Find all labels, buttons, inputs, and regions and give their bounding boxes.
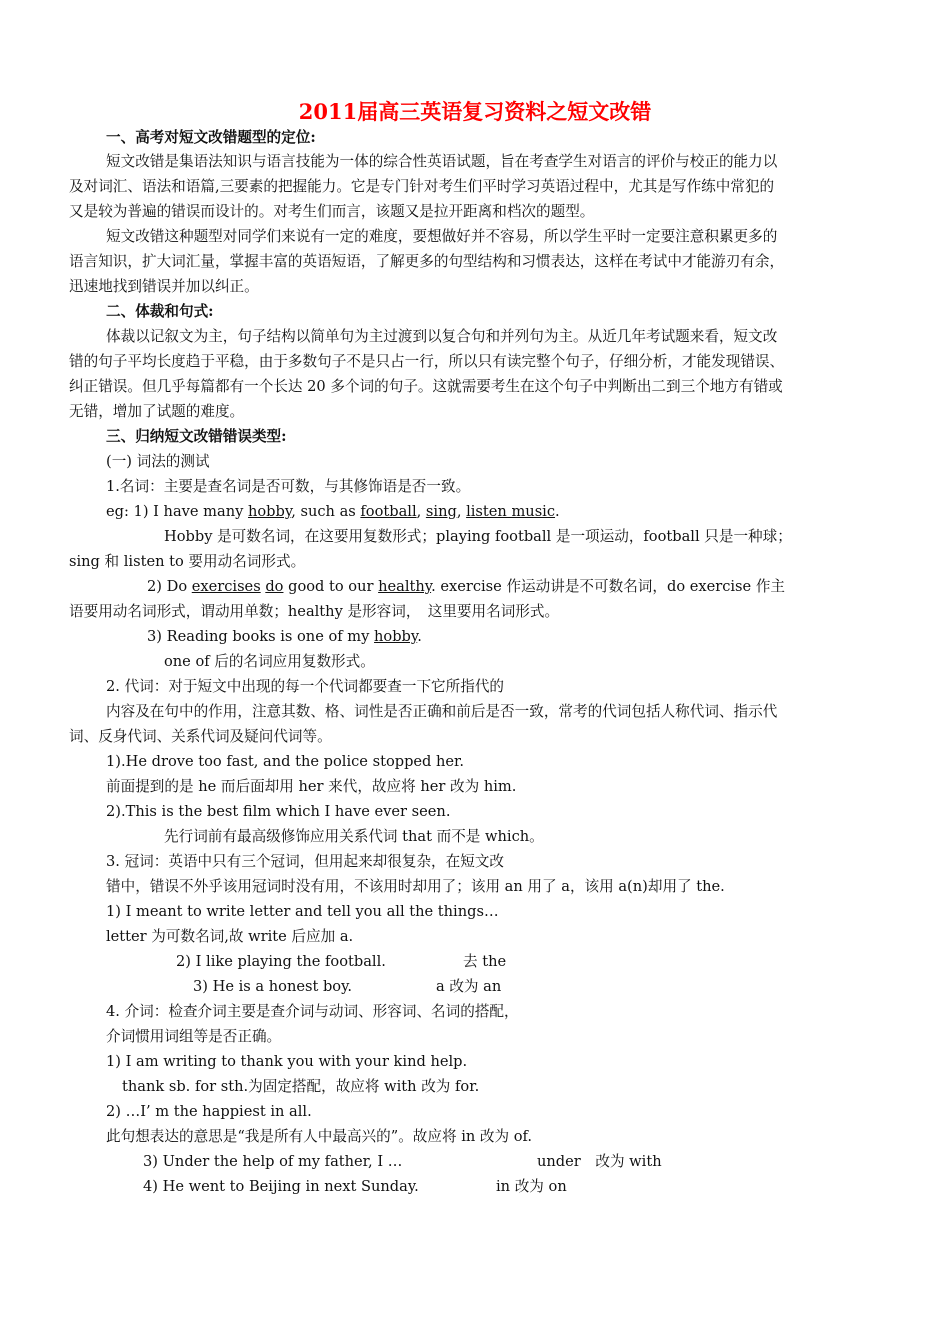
s1-p2-line-3: 迅速地找到错误并加以纠正。 xyxy=(69,278,259,295)
text: 2) Do xyxy=(147,578,192,595)
preposition-example-2-note: 此句想表达的意思是“我是所有人中最高兴的”。故应将 in 改为 of. xyxy=(106,1128,533,1145)
noun-example-1-note-1: Hobby 是可数名词，在这要用复数形式；playing football 是一项运动，football 只是一种球； xyxy=(164,528,792,545)
underlined-error: listen music xyxy=(466,503,556,520)
article-line-2: 错中，错误不外乎该用冠词时没有用，不该用时却用了；该用 an 用了 a，该用 a(n)却用了 the. xyxy=(106,878,725,895)
article-example-3: 3) He is a honest boy. xyxy=(193,978,353,995)
underlined-error: hobby xyxy=(248,503,292,520)
s2-p1-line-3: 纠正错误。但几乎每篇都有一个长达 20 多个词的句子。这就需要考生在这个句子中判断出二到三个地方有错或 xyxy=(69,378,783,395)
s1-p1-line-1: 短文改错是集语法知识与语言技能为一体的综合性英语试题，旨在考查学生对语言的评价与校正的能力以 xyxy=(106,153,778,170)
text: . xyxy=(417,628,422,645)
s2-p1-line-1: 体裁以记叙文为主，句子结构以简单句为主过渡到以复合句和并列句为主。从近几年考试题来看，短文改 xyxy=(106,328,778,345)
s1-p1-line-2: 及对词汇、语法和语篇,三要素的把握能力。它是专门针对考生们平时学习英语过程中，尤其是写作练中常犯的 xyxy=(69,178,775,195)
text: , xyxy=(416,503,426,520)
pronoun-example-1-note: 前面提到的是 he 而后面却用 her 来代，故应将 her 改为 him. xyxy=(106,778,517,795)
article-example-1: 1) I meant to write letter and tell you all the things… xyxy=(106,903,499,920)
subsection-1-heading: (一) 词法的测试 xyxy=(106,453,210,470)
noun-example-3 xyxy=(147,627,422,647)
underlined-error: hobby xyxy=(374,628,418,645)
s1-p2-line-1: 短文改错这种题型对同学们来说有一定的难度，要想做好并不容易，所以学生平时一定要注意积累更多的 xyxy=(106,228,778,245)
text: . exercise 作运动讲是不可数名词，do exercise 作主 xyxy=(431,578,786,595)
noun-example-2 xyxy=(147,577,785,597)
article-example-3-fix: a 改为 an xyxy=(436,978,502,995)
pronoun-heading: 2. 代词：对于短文中出现的每一个代词都要查一下它所指代的 xyxy=(106,678,505,695)
noun-example-1-note-2: sing 和 listen to 要用动名词形式。 xyxy=(69,553,306,570)
preposition-line-2: 介词惯用词组等是否正确。 xyxy=(106,1028,282,1045)
preposition-example-4-fix: in 改为 on xyxy=(496,1178,567,1195)
underlined-error: sing xyxy=(425,503,457,520)
text: . xyxy=(555,503,560,520)
s2-p1-line-2: 错的句子平均长度趋于平稳，由于多数句子不是只占一行，所以只有读完整个句子，仔细分析，才能发现错误、 xyxy=(69,353,785,370)
article-heading: 3. 冠词：英语中只有三个冠词，但用起来却很复杂，在短文改 xyxy=(106,853,505,870)
underlined-error: healthy xyxy=(378,578,432,595)
article-example-1-note: letter 为可数名词,故 write 后应加 a. xyxy=(106,928,354,945)
page-title: 2011届高三英语复习资料之短文改错 xyxy=(298,99,652,124)
s1-p2-line-2: 语言知识，扩大词汇量，掌握丰富的英语短语，了解更多的句型结构和习惯表达，这样在考试中才能游刃有余， xyxy=(69,253,785,270)
pronoun-line-3: 词、反身代词、关系代词及疑问代词等。 xyxy=(69,728,332,745)
article-example-2-fix: 去 the xyxy=(463,953,507,970)
preposition-example-4: 4) He went to Beijing in next Sunday. xyxy=(143,1178,419,1195)
pronoun-line-2: 内容及在句中的作用，注意其数、格、词性是否正确和前后是否一致，常考的代词包括人称代词、指示代 xyxy=(106,703,778,720)
s2-p1-line-4: 无错，增加了试题的难度。 xyxy=(69,403,245,420)
preposition-example-3: 3) Under the help of my father, I … xyxy=(143,1153,403,1170)
text: eg: 1) I have many xyxy=(106,503,248,520)
pronoun-example-2-note: 先行词前有最高级修饰应用关系代词 that 而不是 which。 xyxy=(164,828,544,845)
text: , xyxy=(456,503,467,520)
section-1-heading: 一、高考对短文改错题型的定位: xyxy=(106,129,316,146)
section-2-heading: 二、体裁和句式: xyxy=(106,303,214,320)
preposition-example-1: 1) I am writing to thank you with your kind help. xyxy=(106,1053,468,1070)
preposition-example-1-note: thank sb. for sth.为固定搭配，故应将 with 改为 for. xyxy=(122,1078,480,1095)
pronoun-example-2: 2).This is the best film which I have ever seen. xyxy=(106,803,451,820)
underlined-error: football xyxy=(360,503,417,520)
text: good to our xyxy=(283,578,379,595)
preposition-heading: 4. 介词：检查介词主要是查介词与动词、形容词、名词的搭配， xyxy=(106,1003,519,1020)
article-example-2: 2) I like playing the football. xyxy=(176,953,386,970)
underlined-error: do xyxy=(265,578,284,595)
s1-p1-line-3: 又是较为普遍的错误而设计的。对考生们而言，该题又是拉开距离和档次的题型。 xyxy=(69,203,595,220)
section-3-heading: 三、归纳短文改错错误类型: xyxy=(106,428,287,445)
noun-example-3-note: one of 后的名词应用复数形式。 xyxy=(164,653,375,670)
noun-example-1 xyxy=(106,502,560,522)
underlined-error: exercises xyxy=(191,578,261,595)
preposition-example-3-fix: under 改为 with xyxy=(537,1153,662,1170)
preposition-example-2: 2) …I’ m the happiest in all. xyxy=(106,1103,312,1120)
noun-example-2-note: 语要用动名词形式，谓动用单数；healthy 是形容词， 这里要用名词形式。 xyxy=(69,603,560,620)
text: , such as xyxy=(291,503,361,520)
text: 3) Reading books is one of my xyxy=(147,628,375,645)
pronoun-example-1: 1).He drove too fast, and the police stopped her. xyxy=(106,753,465,770)
noun-heading: 1.名词：主要是查名词是否可数，与其修饰语是否一致。 xyxy=(106,478,471,495)
